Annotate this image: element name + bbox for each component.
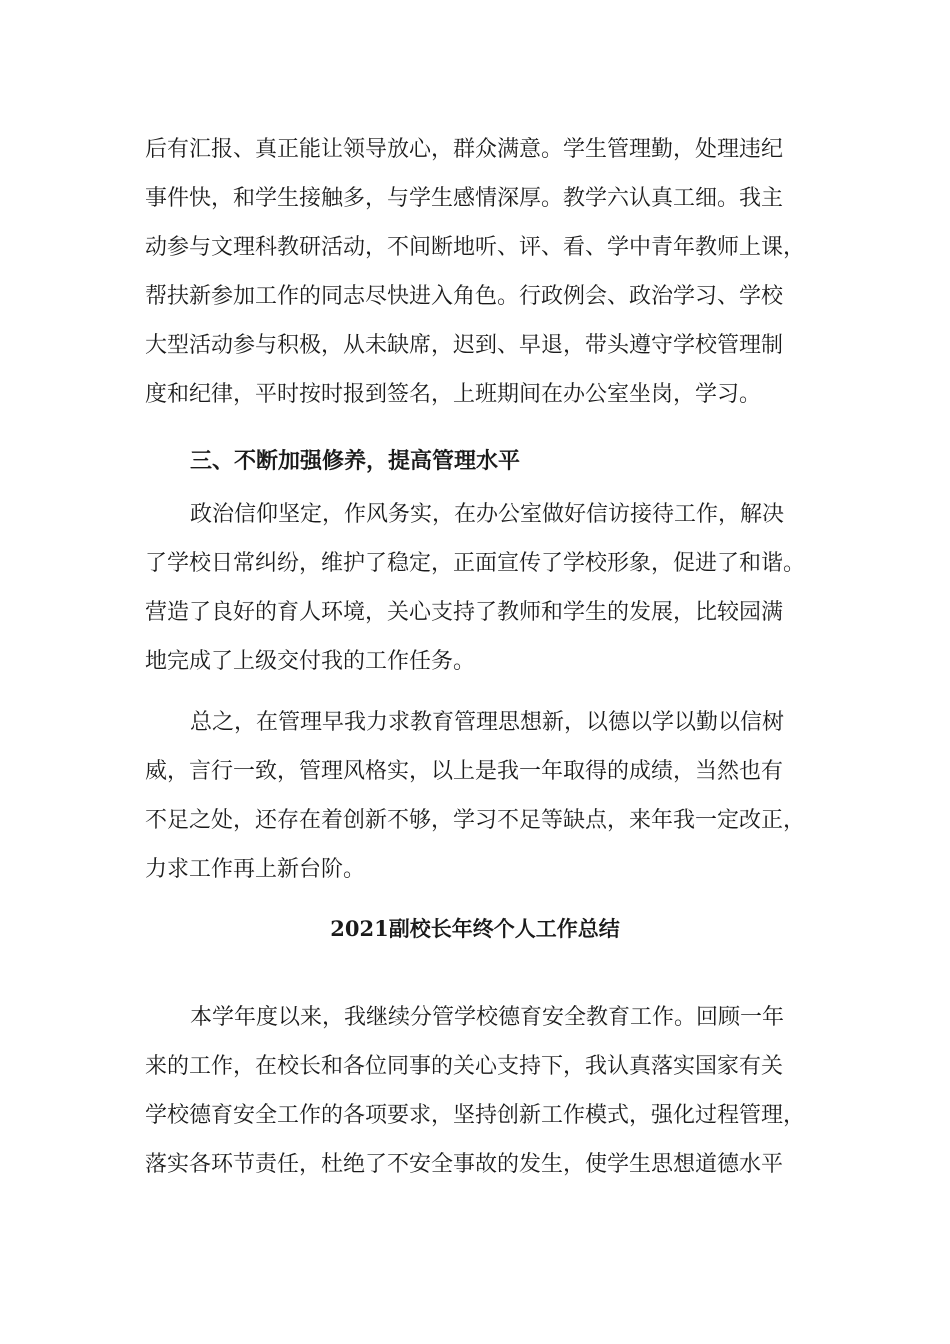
paragraph-line: 本学年度以来，我继续分管学校德育安全教育工作。回顾一年	[190, 1005, 785, 1030]
paragraph-line: 总之，在管理早我力求教育管理思想新，以德以学以勤以信树	[190, 710, 785, 735]
paragraph-line: 政治信仰坚定，作风务实，在办公室做好信访接待工作，解决	[190, 502, 785, 527]
paragraph-line: 大型活动参与积极，从未缺席，迟到、早退，带头遵守学校管理制	[145, 333, 784, 358]
paragraph-line: 营造了良好的育人环境，关心支持了教师和学生的发展，比较园满	[145, 600, 784, 625]
paragraph-line: 后有汇报、真正能让领导放心，群众满意。学生管理勤，处理违纪	[145, 137, 784, 162]
paragraph-line: 不足之处，还存在着创新不够，学习不足等缺点，来年我一定改正，	[145, 808, 806, 833]
section-heading: 三、不断加强修养，提高管理水平	[190, 448, 521, 474]
paragraph-line: 地完成了上级交付我的工作任务。	[145, 649, 476, 674]
paragraph-line: 动参与文理科教研活动，不间断地听、评、看、学中青年教师上课，	[145, 235, 806, 260]
paragraph-line: 威，言行一致，管理风格实，以上是我一年取得的成绩，当然也有	[145, 759, 784, 784]
paragraph-line: 事件快，和学生接触多，与学生感情深厚。教学六认真工细。我主	[145, 186, 784, 211]
paragraph-line: 落实各环节责任，杜绝了不安全事故的发生，使学生思想道德水平	[145, 1152, 784, 1177]
paragraph-line: 度和纪律，平时按时报到签名，上班期间在办公室坐岗，学习。	[145, 382, 762, 407]
document-title: 2021副校长年终个人工作总结	[330, 916, 620, 941]
paragraph-line: 了学校日常纠纷，维护了稳定，正面宣传了学校形象，促进了和谐。	[145, 551, 806, 576]
paragraph-line: 来的工作，在校长和各位同事的关心支持下，我认真落实国家有关	[145, 1054, 784, 1079]
paragraph-line: 帮扶新参加工作的同志尽快进入角色。行政例会、政治学习、学校	[145, 284, 784, 309]
paragraph-line: 学校德育安全工作的各项要求，坚持创新工作模式，强化过程管理，	[145, 1103, 806, 1128]
paragraph-line: 力求工作再上新台阶。	[145, 857, 366, 882]
